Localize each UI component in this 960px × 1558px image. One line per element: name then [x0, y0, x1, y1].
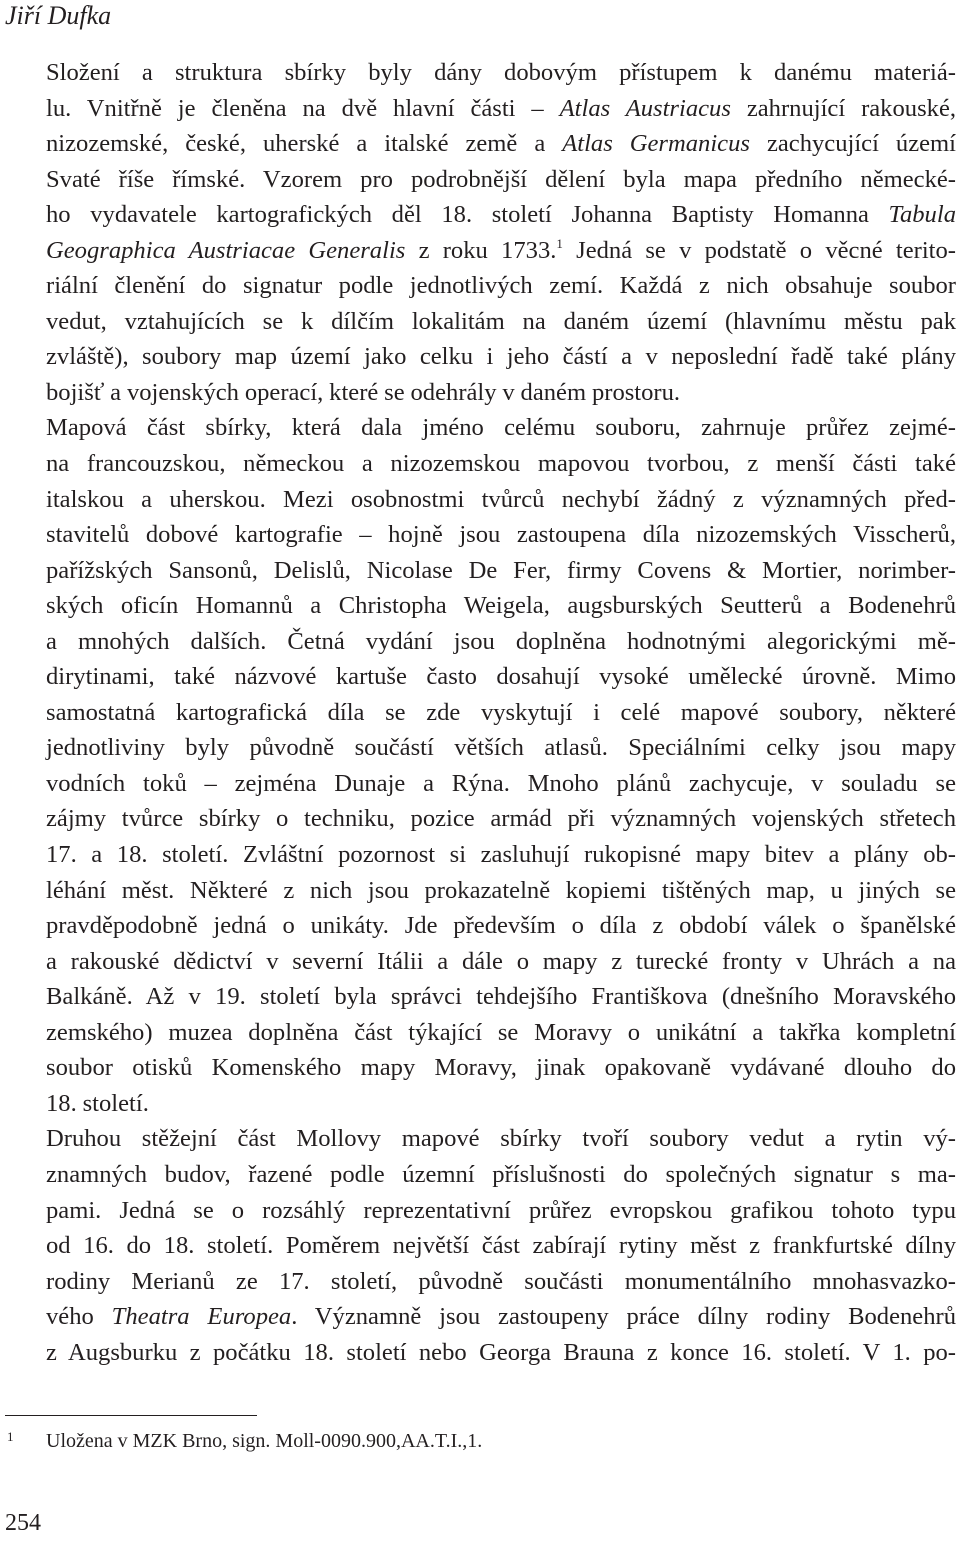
text-line: a rakouské dědictví v severní Itálii a dále o mapy z turecké fronty v Uhrách a na [46, 947, 956, 975]
text-line: jednotliviny byly původně součástí větších atlasů. Speciálními celky jsou mapy [46, 734, 956, 762]
paragraph-1 [5, 55, 956, 410]
text-line: Druhou stěžejní část Mollovy mapové sbírky tvoří soubory vedut a rytin vý- [46, 1125, 956, 1153]
text-line: Svaté říše římské. Vzorem pro podrobnější dělení byla mapa předního německé- [46, 165, 956, 193]
text-line: 18. století. [46, 1089, 149, 1117]
text-line: Balkáně. Až v 19. století byla správci tehdejšího Františkova (dnešního Moravského [46, 983, 956, 1011]
text-line: bojišť a vojenských operací, které se odehrály v daném prostoru. [46, 378, 681, 406]
text-line: riální členění do signatur podle jednotlivých zemí. Každá z nich obsahuje soubor [46, 272, 956, 300]
text-line: pravděpodobně jedná o unikáty. Jde především o díla z období válek o španělské [46, 912, 956, 940]
text-line: rodiny Merianů ze 17. století, původně součásti monumentálního mnohasvazko- [46, 1267, 956, 1295]
italic-title-geographica: Geographica Austriacae Generalis [46, 236, 406, 264]
text-line: samostatná kartografická díla se zde vyskytují i celé mapové soubory, některé [46, 698, 956, 726]
text-line: pařížských Sansonů, Delislů, Nicolase De Fer, firmy Covens & Mortier, norimber- [46, 556, 956, 584]
paragraph-3 [5, 1121, 956, 1370]
text-line: vedut, vztahujících se k dílčím lokalitám na daném území (hlavnímu městu pak [46, 307, 956, 335]
text-line: lu. Vnitřně je členěna na dvě hlavní části – Atlas Austriacus zahrnující rakouské, [46, 94, 957, 122]
text-line: pami. Jedná se o rozsáhlý reprezentativní průřez evropskou grafikou tohoto typu [46, 1196, 956, 1224]
body-text [5, 55, 956, 1370]
text-line: od 16. do 18. století. Poměrem největší část zabírají rytiny měst z frankfurtské dílny [46, 1232, 956, 1260]
text-line: vého Theatra Europea. Významně jsou zastoupeny práce dílny rodiny Bodenehrů [46, 1303, 957, 1331]
footnote-text: Uložena v MZK Brno, sign. Moll-0090.900,AA.T.I.,1. [46, 1430, 483, 1452]
text-line: soubor otisků Komenského mapy Moravy, jinak opakovaně vydávané dlouho do [46, 1054, 956, 1082]
footnote-separator-rule [5, 1415, 257, 1416]
text-line: Mapová část sbírky, která dala jméno celému souboru, zahrnuje průřez zejmé- [46, 414, 956, 442]
running-head-author: Jiří Dufka [5, 1, 112, 30]
text-line: zvláště), soubory map území jako celku i jeho částí a v neposlední řadě také plány [46, 343, 956, 371]
italic-title-atlas-germanicus: Atlas Germanicus [562, 130, 750, 158]
text-line: Složení a struktura sbírky byly dány dobovým přístupem k danému materiá- [46, 59, 956, 86]
footnote-mark: 1 [7, 1429, 14, 1444]
text-line: zemského) muzea doplněna část týkající se Moravy o unikátní a takřka kompletní [46, 1018, 956, 1046]
text-line: ských oficín Homannů a Christopha Weigela, augsburských Seutterů a Bodenehrů [46, 592, 956, 620]
text-line: stavitelů dobové kartografie – hojně jsou zastoupena díla nizozemských Visscherů, [46, 521, 956, 549]
paragraph-2 [5, 410, 956, 1121]
text-line: italskou a uherskou. Mezi osobnostmi tvůrců nechybí žádný z významných před- [46, 485, 956, 513]
page-number: 254 [5, 1510, 41, 1536]
text-line: vodních toků – zejména Dunaje a Rýna. Mnoho plánů zachycuje, v souladu se [46, 769, 956, 797]
text-line: léhání měst. Některé z nich jsou prokazatelně kopiemi tištěných map, u jiných se [46, 876, 956, 904]
text-line: zájmy tvůrce sbírky o techniku, pozice armád při významných vojenských střetech [46, 805, 956, 833]
text-line: z Augsburku z počátku 18. století nebo Georga Brauna z konce 16. století. V 1. po- [46, 1338, 956, 1366]
italic-title-tabula: Tabula [888, 201, 956, 229]
italic-title-atlas-austriacus: Atlas Austriacus [559, 94, 731, 122]
text-line: znamných budov, řazené podle územní příslušnosti do společných signatur s ma- [46, 1160, 956, 1188]
italic-title-theatra-europea: Theatra Europea [111, 1303, 292, 1331]
footnote-reference[interactable]: 1 [556, 235, 563, 251]
text-line: 17. a 18. století. Zvláštní pozornost si zasluhují rukopisné mapy bitev a plány ob- [46, 841, 956, 869]
text-line: Geographica Austriacae Generalis z roku 1733.$^1$ Jedná se v podstatě o věcné terito- [46, 235, 956, 264]
text-line: nizozemské, české, uherské a italské země a Atlas Germanicus zachycující území [46, 130, 956, 158]
text-line: na francouzskou, německou a nizozemskou mapovou tvorbou, z menší části také [46, 450, 956, 478]
text-line: a mnohých dalších. Četná vydání jsou doplněna hodnotnými alegorickými mě- [46, 627, 956, 655]
text-line: ho vydavatele kartografických děl 18. století Johanna Baptisty Homanna Tabula [46, 201, 956, 229]
text-line: dirytinami, také názvové kartuše často dosahují vysoké umělecké úrovně. Mimo [46, 663, 956, 691]
